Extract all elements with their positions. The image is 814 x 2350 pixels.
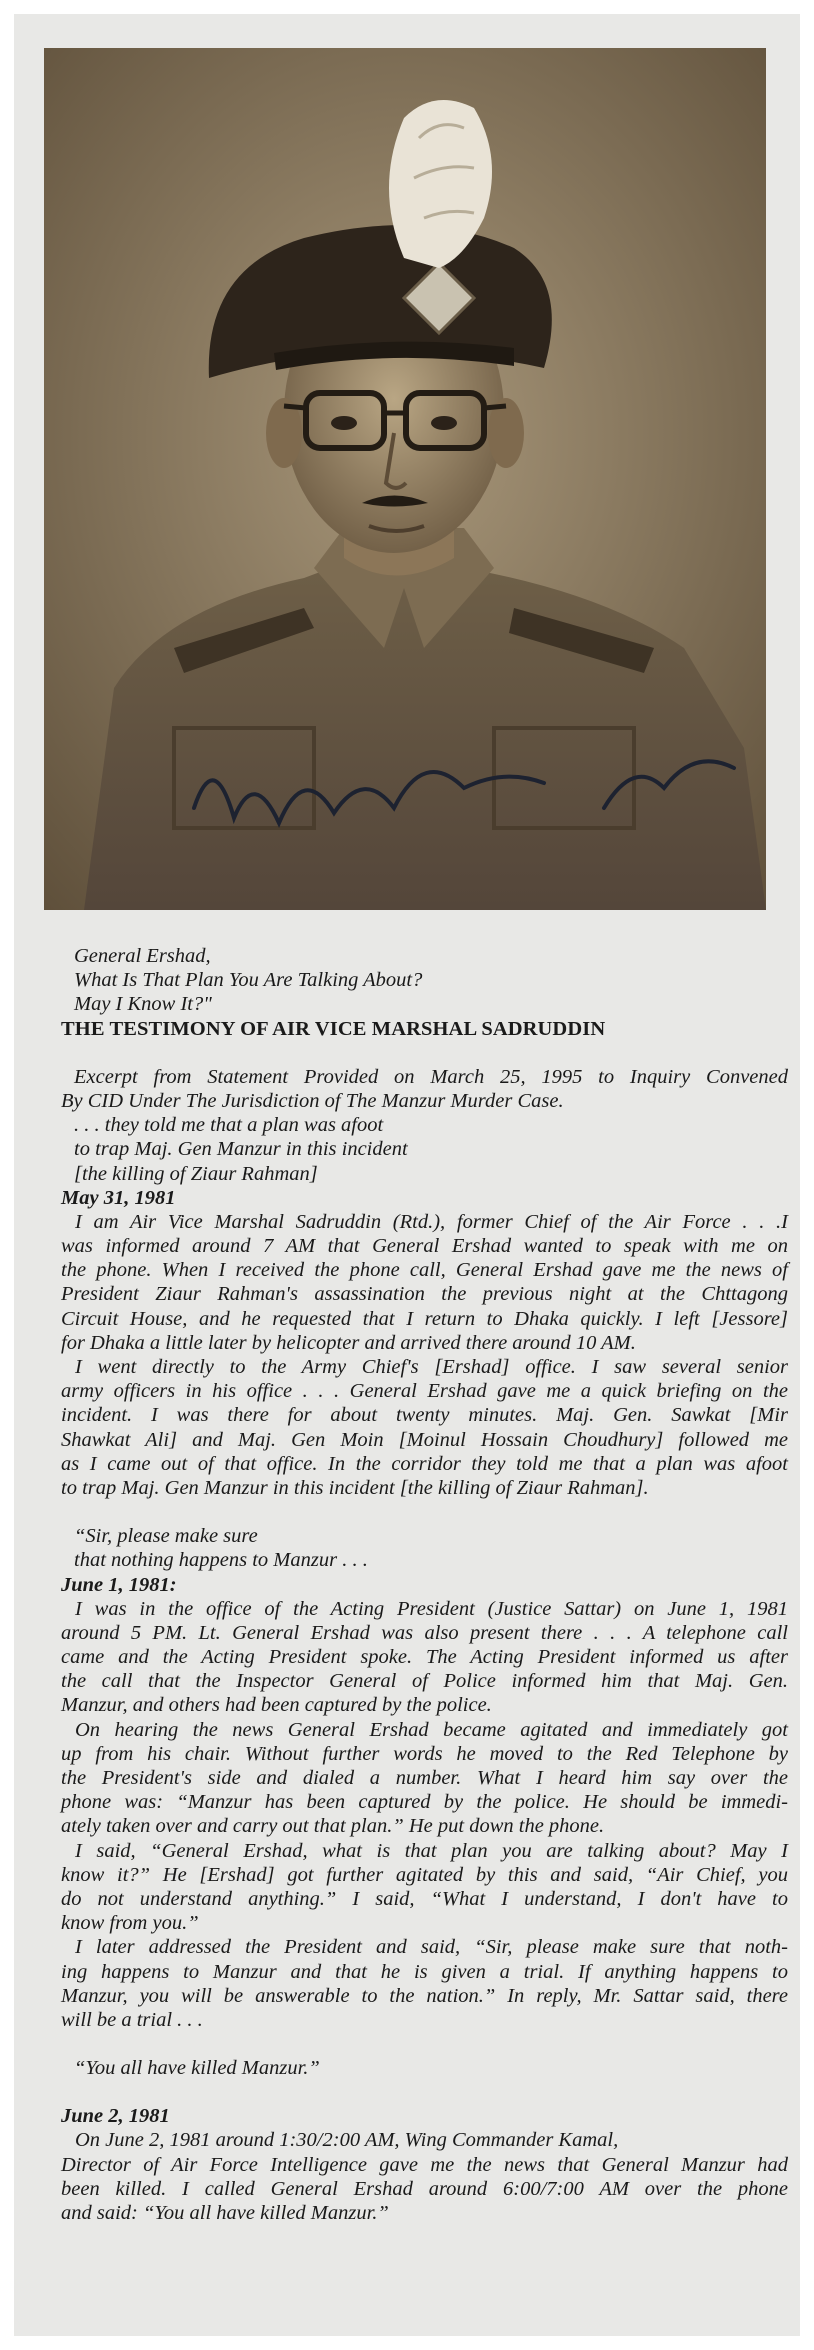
pull-quote (74, 1524, 788, 1572)
article-panel (14, 14, 800, 2336)
pull-quote-line: [the killing of Ziaur Rahman] (74, 1162, 318, 1185)
paragraph-line: army officers in his office . . . General Ershad gave me a quick briefing on the (61, 1380, 788, 1403)
excerpt-line: By CID Under The Jurisdiction of The Manzur Murder Case. (61, 1089, 564, 1112)
date-heading: June 2, 1981 (61, 2105, 170, 2128)
testimony-text (61, 944, 788, 2225)
paragraph-line: been killed. I called General Ershad around 6:00/7:00 AM over the phone (61, 2177, 788, 2200)
pull-quote-line: “Sir, please make sure (74, 1525, 258, 1548)
paragraph-line: and said: “You all have killed Manzur.” (61, 2202, 389, 2224)
paragraph-line: On June 2, 1981 around 1:30/2:00 AM, Wing Commander Kamal, (75, 2129, 619, 2152)
paragraph-line: Shawkat Ali] and Maj. Gen Moin [Moinul Hossain Choudhury] followed me (61, 1428, 788, 1451)
paragraph-line: Director of Air Force Intelligence gave me the news that General Manzur had (61, 2153, 788, 2176)
paragraph (61, 1718, 788, 1839)
intro-quote-line: What Is That Plan You Are Talking About? (74, 969, 423, 992)
paragraph-line: Circuit House, and he requested that I return to Dhaka quickly. I left [Jessore] (61, 1307, 788, 1330)
pull-quote-line: . . . they told me that a plan was afoot (74, 1114, 384, 1137)
pull-quote-line: that nothing happens to Manzur . . . (74, 1549, 368, 1572)
paragraph (61, 1935, 788, 2032)
paragraph-line: came and the Acting President spoke. The Acting President informed us after (61, 1646, 788, 1669)
paragraph-line: phone was: “Manzur has been captured by the police. He should be immedi- (61, 1791, 788, 1814)
paragraph-line: I am Air Vice Marshal Sadruddin (Rtd.), former Chief of the Air Force . . .I (75, 1210, 788, 1233)
pull-quote: “You all have killed Manzur.” (74, 2057, 320, 2080)
excerpt-line: Excerpt from Statement Provided on March 25, 1995 to Inquiry Convened (74, 1065, 788, 1088)
paragraph (61, 2128, 788, 2225)
paragraph-line: I went directly to the Army Chief's [Ershad] office. I saw several senior (75, 1356, 788, 1378)
excerpt-note (61, 1065, 788, 1113)
paragraph-line: was informed around 7 AM that General Ershad wanted to speak with me on (61, 1235, 788, 1258)
paragraph-line: the call that the Inspector General of Police informed him that Maj. Gen. (61, 1670, 788, 1693)
intro-quote (74, 944, 788, 1017)
paragraph-line: Manzur, and others had been captured by the police. (61, 1694, 492, 1717)
intro-quote-line: May I Know It?" (74, 993, 212, 1016)
officer-portrait-image (44, 48, 766, 910)
paragraph-line: ing happens to Manzur and that he is given a trial. If anything happens to (61, 1960, 788, 1983)
paragraph-line: I later addressed the President and said, “Sir, please make sure that noth- (75, 1936, 788, 1959)
paragraph (61, 1839, 788, 1936)
paragraph-line: know from you.” (61, 1912, 199, 1935)
paragraph-line: Manzur, you will be answerable to the nation.” In reply, Mr. Sattar said, there (61, 1984, 788, 2007)
paragraph-line: know it?” He [Ershad] got further agitated by this and said, “Air Chief, you (61, 1863, 788, 1886)
portrait-photo (44, 48, 766, 910)
paragraph (61, 1597, 788, 1718)
date-heading: May 31, 1981 (61, 1186, 176, 1209)
paragraph-line: ately taken over and carry out that plan.” He put down the phone. (61, 1815, 605, 1838)
paragraph-line: do not understand anything.” I said, “What I understand, I don't have to (61, 1887, 788, 1910)
paragraph-line: to trap Maj. Gen Manzur in this incident [the killing of Ziaur Rahman]. (61, 1476, 649, 1499)
date-heading: June 1, 1981: (61, 1573, 177, 1596)
pull-quote-line: to trap Maj. Gen Manzur in this incident (74, 1138, 408, 1161)
paragraph-line: up from his chair. Without further words he moved to the Red Telephone by (61, 1742, 788, 1765)
paragraph-line: On hearing the news General Ershad became agitated and immediately got (75, 1718, 788, 1741)
paragraph-line: incident. I was there for about twenty minutes. Maj. Gen. Sawkat [Mir (61, 1404, 788, 1427)
pull-quote (74, 1113, 788, 1186)
paragraph (61, 1210, 788, 1355)
paragraph-line: the President's side and dialed a number. What I heard him say over the (61, 1767, 788, 1789)
paragraph-line: President Ziaur Rahman's assassination the previous night at the Chttagong (61, 1283, 788, 1306)
paragraph-line: around 5 PM. Lt. General Ershad was also present there . . . A telephone call (61, 1621, 788, 1644)
article-heading: THE TESTIMONY OF AIR VICE MARSHAL SADRUDDIN (61, 1017, 606, 1040)
paragraph-line: the phone. When I received the phone call, General Ershad gave me the news of (61, 1259, 788, 1282)
paragraph (61, 1355, 788, 1500)
paragraph-line: I said, “General Ershad, what is that plan you are talking about? May I (75, 1839, 788, 1862)
paragraph-line: will be a trial . . . (61, 2008, 203, 2031)
paragraph-line: for Dhaka a little later by helicopter and arrived there around 10 AM. (61, 1331, 636, 1354)
intro-quote-line: General Ershad, (74, 945, 211, 967)
paragraph-line: I was in the office of the Acting President (Justice Sattar) on June 1, 1981 (75, 1597, 788, 1620)
paragraph-line: as I came out of that office. In the corridor they told me that a plan was afoot (61, 1452, 788, 1475)
